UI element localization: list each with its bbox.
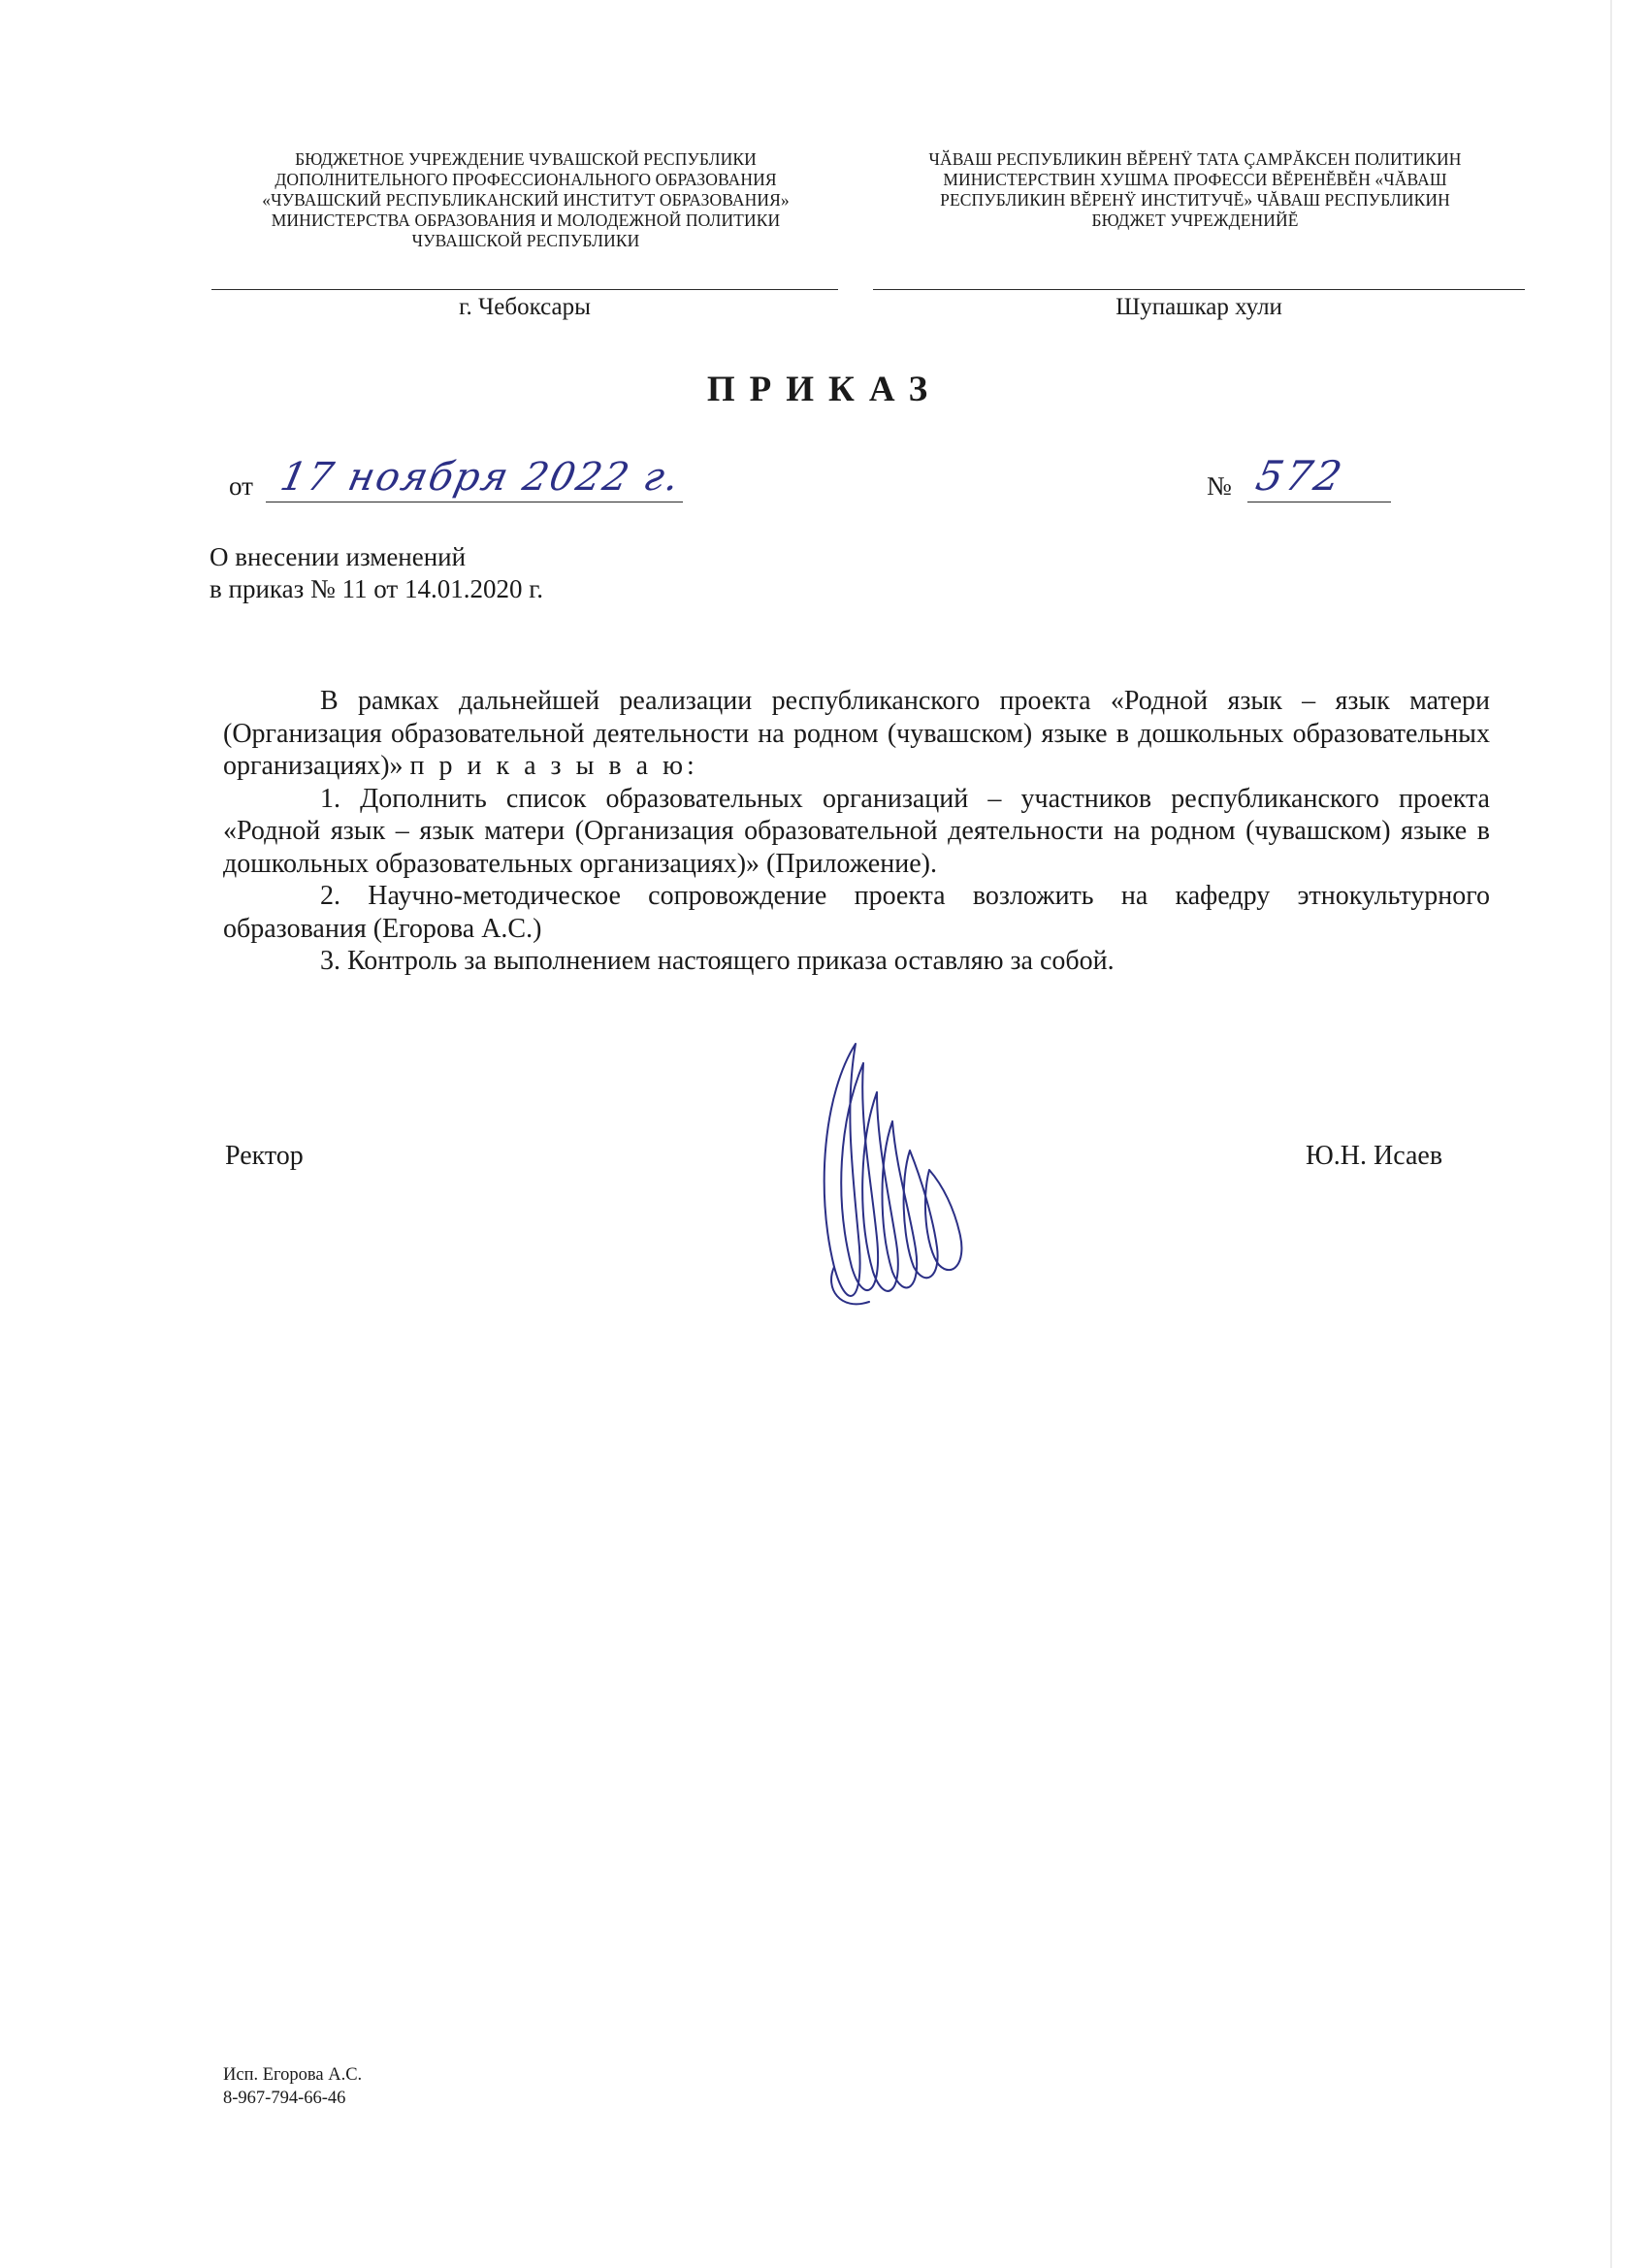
- header-right-line: РЕСПУБЛИКИН ВĔРЕНŸ ИНСТИТУЧĔ» ЧĂВАШ РЕСПУБЛИКИН: [940, 190, 1450, 210]
- header-left-line: «ЧУВАШСКИЙ РЕСПУБЛИКАНСКИЙ ИНСТИТУТ ОБРАЗОВАНИЯ»: [262, 190, 790, 210]
- order-date-handwritten: 17 ноября 2022 г.: [276, 455, 686, 500]
- header-left-line: ДОПОЛНИТЕЛЬНОГО ПРОФЕССИОНАЛЬНОГО ОБРАЗОВАНИЯ: [275, 170, 777, 189]
- executor-name: Исп. Егорова А.С.: [223, 2065, 363, 2085]
- header-left-org: [211, 149, 840, 251]
- order-number-label: №: [1207, 471, 1232, 501]
- preamble-paragraph: [223, 685, 1490, 783]
- city-chuvash: Шупашкар хули: [1116, 294, 1282, 320]
- executor-info: [223, 2063, 362, 2110]
- signer-title: Ректор: [225, 1141, 304, 1171]
- header-right-line: ЧӐВАШ РЕСПУБЛИКИН ВĔРЕНŸ ТАТА ÇАМРĂКСЕН ПОЛИТИКИН: [928, 149, 1462, 169]
- header-left-line: ЧУВАШСКОЙ РЕСПУБЛИКИ: [411, 231, 640, 250]
- preamble-text: В рамках дальнейшей реализации республиканского проекта «Родной язык – язык матери (Организация образовательной деятельности на родном (чувашском) языке в дошкольных образовательных организациях)»: [223, 686, 1490, 781]
- header-divider-left: [211, 289, 838, 290]
- executor-phone: 8-967-794-66-46: [223, 2089, 346, 2108]
- subject-line: О внесении изменений: [210, 542, 467, 571]
- header-right-line: МИНИСТЕРСТВИН ХУШМА ПРОФЕССИ ВĔРЕНĔВĔН «ЧĂВАШ: [943, 170, 1447, 189]
- order-subject: [210, 541, 543, 605]
- order-item-3: 3. Контроль за выполнением настоящего приказа оставляю за собой.: [320, 946, 1115, 976]
- document-title: ПРИКАЗ: [706, 370, 943, 409]
- signer-name: Ю.Н. Исаев: [1306, 1141, 1443, 1171]
- order-body: [223, 685, 1490, 978]
- header-divider-right: [873, 289, 1525, 290]
- order-item-2: 2. Научно-методическое сопровождение проекта возложить на кафедру этнокультурного образования (Егорова А.С.): [223, 881, 1490, 944]
- subject-line: в приказ № 11 от 14.01.2020 г.: [210, 574, 543, 603]
- order-number-handwritten: 572: [1251, 452, 1349, 500]
- header-right-org: [881, 149, 1509, 231]
- order-date-label: от: [229, 471, 253, 501]
- order-command: п р и к а з ы в а ю:: [409, 751, 698, 781]
- order-item-1: 1. Дополнить список образовательных организаций – участников республиканского проекта «Родной язык – язык матери (Организация образовательной деятельности на родном (чувашском) языке в дошкольных образовательных организациях)» (Приложение).: [223, 783, 1490, 879]
- handwritten-signature: [795, 1034, 1009, 1315]
- header-right-line: БЮДЖЕТ УЧРЕЖДЕНИЙĔ: [1091, 211, 1299, 230]
- city-russian: г. Чебоксары: [459, 294, 591, 320]
- header-left-line: БЮДЖЕТНОЕ УЧРЕЖДЕНИЕ ЧУВАШСКОЙ РЕСПУБЛИКИ: [295, 149, 757, 169]
- header-left-line: МИНИСТЕРСТВА ОБРАЗОВАНИЯ И МОЛОДЕЖНОЙ ПОЛИТИКИ: [271, 211, 781, 230]
- page-edge: [1610, 0, 1612, 2268]
